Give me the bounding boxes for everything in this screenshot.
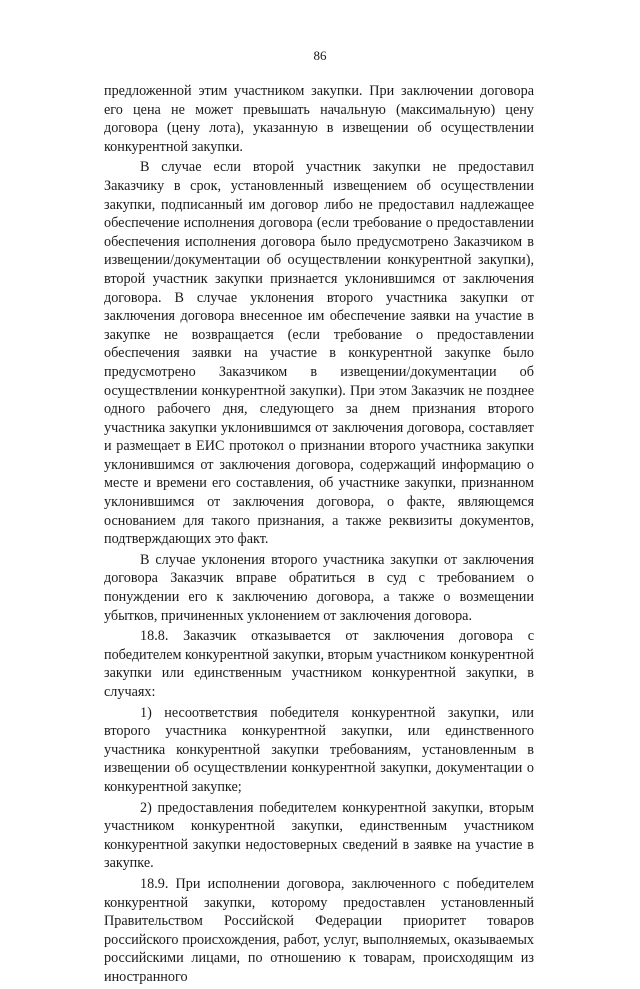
clause-18-8: 18.8. Заказчик отказывается от заключения договора с победителем конкурентной закупки, вторым участником конкурентной закупки или единственным участником конкурентной закупки, в случаях:: [104, 628, 534, 700]
clause-18-9: 18.9. При исполнении договора, заключенного с победителем конкурентной закупки, которому предоставлен установленный Правительством Российской Федерации приоритет товаров российского происхождения, работ, услуг, выполняемых, оказываемых российскими лицами, по отношению к товарам, происходящим из иностранного: [104, 875, 534, 985]
paragraph-continuation: предложенной этим участником закупки. При заключении договора его цена не может превышать начальную (максимальную) цену договора (цену лота), указанную в извещении об осуществлении конкурентной закупки.: [104, 83, 534, 155]
clause-18-8-item-1: 1) несоответствия победителя конкурентной закупки, или второго участника конкурентной закупки, или единственного участника конкурентной закупки требованиям, установленным в извещении об осуществлении конкурентной закупки, документации о конкурентной закупке;: [104, 704, 534, 795]
document-body: [104, 82, 534, 989]
clause-18-8-item-2: 2) предоставления победителем конкурентной закупки, вторым участником конкурентной закупки, единственным участником конкурентной закупки недостоверных сведений в заявке на участие в закупке.: [104, 799, 534, 872]
paragraph-court-enforcement: В случае уклонения второго участника закупки от заключения договора Заказчик вправе обратиться в суд с требованием о понуждении его к заключению договора, а также о возмещении убытков, причиненных уклонением от заключения договора.: [104, 551, 534, 624]
page-number: 86: [313, 48, 327, 63]
paragraph-second-participant-evasion: В случае если второй участник закупки не предоставил Заказчику в срок, установленный извещением об осуществлении закупки, подписанный им договор либо не предоставил надлежащее обеспечение исполнения договора (если требование о предоставлении обеспечения исполнения договора было предусмотрено Заказчиком в извещении/документации об осуществлении конкурентной закупки), второй участник закупки признается уклонившимся от заключения договора. В случае уклонения второго участника закупки от заключения договора внесенное им обеспечение заявки на участие в закупке не возвращается (если требование о предоставлении обеспечения заявки на участие в конкурентной закупке было предусмотрено Заказчиком в извещении/документации об осуществлении конкурентной закупки). При этом Заказчик не позднее одного рабочего дня, следующего за днем признания второго участника закупки уклонившимся от заключения договора, составляет и размещает в ЕИС протокол о признании второго участника закупки уклонившимся от заключения договора, содержащий информацию о месте и времени его составления, об участнике закупки, признанном уклонившимся от заключения договора, о факте, являющемся основанием для такого признания, а также реквизиты документов, подтверждающих это факт.: [104, 159, 534, 548]
